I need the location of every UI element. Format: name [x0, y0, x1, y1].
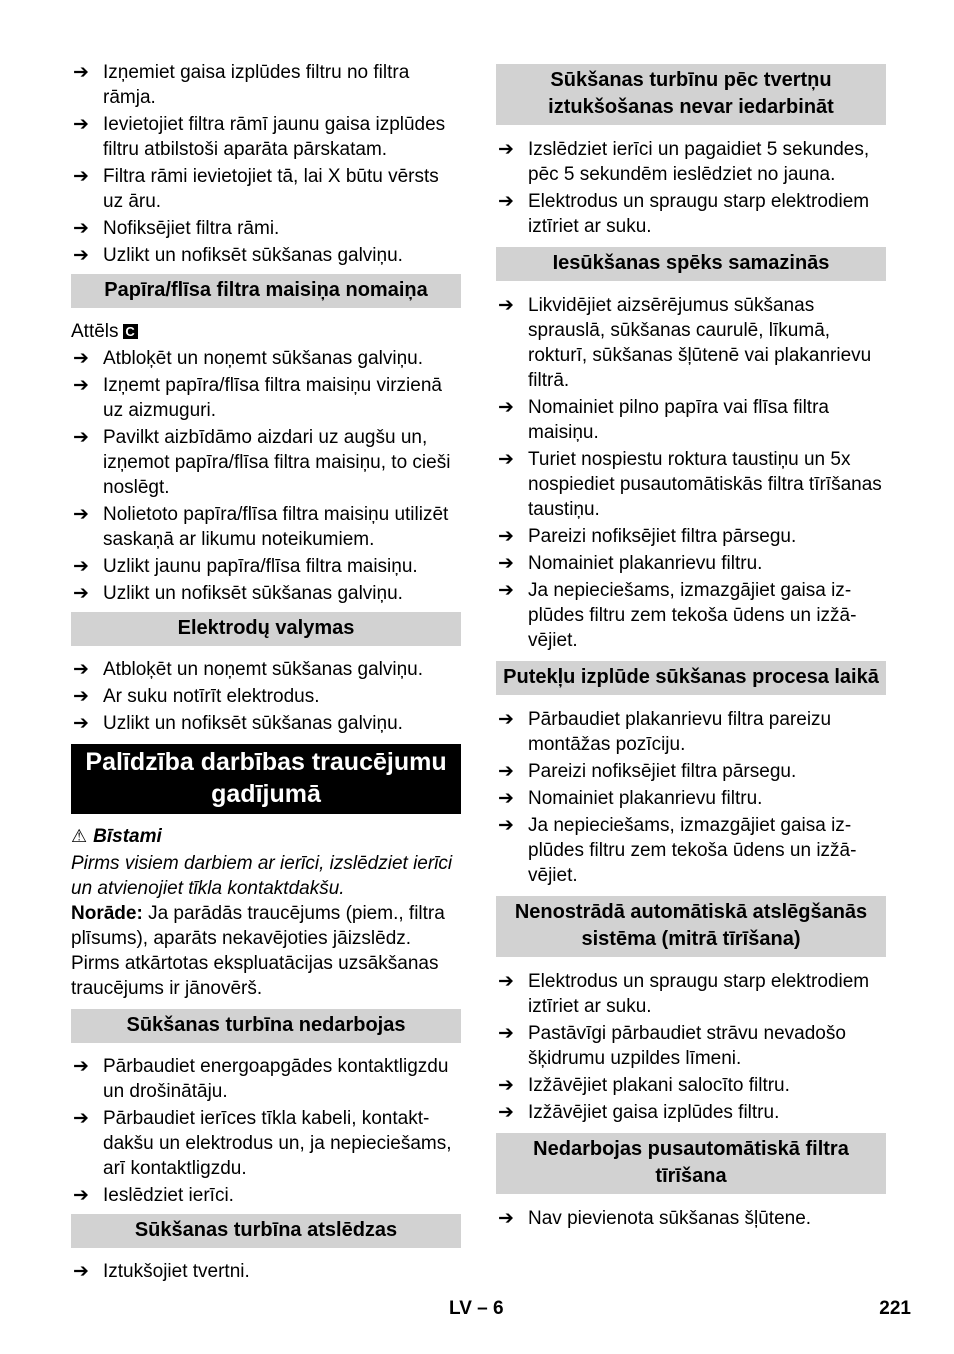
- arrow-right-icon: ➔: [498, 708, 514, 730]
- section-heading-turbine-after-empty: Sūkšanas turbīnu pēc tvertņu iztukšošanas nevar iedarbināt: [496, 64, 886, 125]
- footer-section-label: LV – 6: [449, 1298, 504, 1319]
- step-text: Pārbaudiet energoapgādes kontaktligzdu un drošinātāju.: [103, 1056, 449, 1102]
- step-text: Nolietoto papīra/flīsa filtra maisiņu utilizēt saskaņā ar likumu noteikumiem.: [103, 504, 449, 550]
- page-number: 221: [879, 1298, 911, 1319]
- step-text: Izslēdziet ierīci un pagaidiet 5 sekundes, pēc 5 sekundēm ieslēdziet no jauna.: [528, 139, 870, 185]
- arrow-right-icon: ➔: [73, 113, 89, 135]
- arrow-right-icon: ➔: [73, 1055, 89, 1077]
- step-item: [496, 1206, 886, 1231]
- step-item: [71, 1106, 461, 1181]
- arrow-right-icon: ➔: [73, 1184, 89, 1206]
- step-item: [496, 551, 886, 576]
- step-text: Pavilkt aizbīdāmo aizdari uz augšu un, izņemot papīra/flīsa filtra maisiņu, to cieši noslēgt.: [103, 427, 451, 498]
- arrow-right-icon: ➔: [498, 814, 514, 836]
- step-item: [71, 554, 461, 579]
- step-text: Elektrodus un spraugu starp elektrodiem iztīriet ar suku.: [528, 191, 870, 237]
- step-item: [71, 1183, 461, 1208]
- step-text: Pārbaudiet ierīces tīkla kabeli, kontaktdakšu un elektrodus un, ja nepieciešams, arī kontaktligzdu.: [103, 1108, 452, 1179]
- step-item: [71, 1259, 461, 1284]
- arrow-right-icon: ➔: [73, 374, 89, 396]
- arrow-right-icon: ➔: [498, 1074, 514, 1096]
- arrow-right-icon: ➔: [498, 525, 514, 547]
- step-text: Elektrodus un spraugu starp elektrodiem iztīriet ar suku.: [528, 971, 870, 1017]
- step-text: Atbloķēt un noņemt sūkšanas galviņu.: [103, 348, 424, 369]
- step-text: Ja nepieciešams, izmazgājiet gaisa izplūdes filtru zem tekoša ūdens un izžāvējiet.: [528, 815, 857, 886]
- step-text: Nofiksējiet filtra rāmi.: [103, 218, 280, 239]
- note-label: Norāde:: [71, 903, 143, 924]
- arrow-right-icon: ➔: [73, 244, 89, 266]
- step-text: Nomainiet pilno papīra vai flīsa filtra maisiņu.: [528, 397, 829, 443]
- arrow-right-icon: ➔: [498, 448, 514, 470]
- arrow-right-icon: ➔: [73, 61, 89, 83]
- arrow-right-icon: ➔: [73, 165, 89, 187]
- step-text: Turiet nospiestu roktura taustiņu un 5x nospiediet pusautomātiskās filtra tīrīšanas taustiņu.: [528, 449, 882, 520]
- step-item: [496, 395, 886, 445]
- step-item: [71, 373, 461, 423]
- left-column: [71, 60, 461, 1286]
- step-text: Nomainiet plakanrievu filtru.: [528, 788, 763, 809]
- step-text: Izņemt papīra/flīsa filtra maisiņu virzienā uz aizmuguri.: [103, 375, 442, 421]
- step-item: [496, 969, 886, 1019]
- figure-reference: [71, 319, 461, 344]
- step-item: [71, 112, 461, 162]
- step-item: [496, 1021, 886, 1071]
- arrow-right-icon: ➔: [73, 658, 89, 680]
- arrow-right-icon: ➔: [498, 138, 514, 160]
- arrow-right-icon: ➔: [73, 1107, 89, 1129]
- step-text: Uzlikt jaunu papīra/flīsa filtra maisiņu.: [103, 556, 418, 577]
- step-item: [496, 813, 886, 888]
- suction-reduced-step-list: [496, 293, 886, 653]
- note-paragraph: [71, 901, 461, 1001]
- arrow-right-icon: ➔: [73, 217, 89, 239]
- step-item: [71, 502, 461, 552]
- step-text: Nav pievienota sūkšanas šļūtene.: [528, 1208, 812, 1229]
- step-item: [71, 657, 461, 682]
- danger-text: Pirms visiem darbiem ar ierīci, izslēdziet ierīci un atvienojiet tīkla kontaktdakšu.: [71, 853, 453, 899]
- arrow-right-icon: ➔: [73, 582, 89, 604]
- arrow-right-icon: ➔: [498, 552, 514, 574]
- arrow-right-icon: ➔: [73, 685, 89, 707]
- step-item: [71, 243, 461, 268]
- arrow-right-icon: ➔: [498, 787, 514, 809]
- step-text: Uzlikt un nofiksēt sūkšanas galviņu.: [103, 713, 403, 734]
- auto-shutoff-step-list: [496, 969, 886, 1125]
- step-item: [496, 293, 886, 393]
- step-item: [496, 137, 886, 187]
- step-item: [71, 581, 461, 606]
- step-text: Atbloķēt un noņemt sūkšanas galviņu.: [103, 659, 424, 680]
- arrow-right-icon: ➔: [498, 1022, 514, 1044]
- step-item: [496, 524, 886, 549]
- step-item: [496, 189, 886, 239]
- section-heading-semi-auto-cleaning: Nedarbojas pusautomātiskā filtra tīrīšana: [496, 1133, 886, 1194]
- arrow-right-icon: ➔: [498, 579, 514, 601]
- step-text: Uzlikt un nofiksēt sūkšanas galviņu.: [103, 583, 403, 604]
- step-item: [496, 1100, 886, 1125]
- arrow-right-icon: ➔: [498, 1101, 514, 1123]
- step-text: Ar suku notīrīt elektrodus.: [103, 686, 320, 707]
- step-text: Pārbaudiet plakanrievu filtra pareizu montāžas pozīciju.: [528, 709, 832, 755]
- step-text: Ieslēdziet ierīci.: [103, 1185, 234, 1206]
- step-item: [71, 711, 461, 736]
- step-text: Ja nepieciešams, izmazgājiet gaisa izplūdes filtru zem tekoša ūdens un izžāvējiet.: [528, 580, 857, 651]
- step-item: [496, 578, 886, 653]
- section-heading-turbine-not-working: Sūkšanas turbīna nedarbojas: [71, 1009, 461, 1043]
- section-heading-electrodes: Elektrodų valymas: [71, 612, 461, 646]
- chapter-title-help: Palīdzība darbības traucējumu gadījumā: [71, 744, 461, 814]
- arrow-right-icon: ➔: [73, 347, 89, 369]
- figure-label: Attēls: [71, 321, 119, 342]
- warning-triangle-icon: ⚠: [71, 826, 88, 847]
- semi-auto-cleaning-step-list: [496, 1206, 886, 1231]
- danger-notice: [71, 824, 461, 849]
- step-text: Uzlikt un nofiksēt sūkšanas galviņu.: [103, 245, 403, 266]
- section-heading-paper-bag: Papīra/flīsa filtra maisiņa nomaiņa: [71, 274, 461, 308]
- arrow-right-icon: ➔: [498, 1207, 514, 1229]
- step-item: [496, 447, 886, 522]
- step-item: [71, 1054, 461, 1104]
- intro-step-list: [71, 60, 461, 268]
- arrow-right-icon: ➔: [73, 426, 89, 448]
- arrow-right-icon: ➔: [73, 555, 89, 577]
- step-item: [71, 164, 461, 214]
- step-item: [71, 346, 461, 371]
- arrow-right-icon: ➔: [498, 970, 514, 992]
- step-item: [71, 60, 461, 110]
- step-item: [496, 759, 886, 784]
- step-item: [71, 216, 461, 241]
- step-text: Pastāvīgi pārbaudiet strāvu nevadošo šķidrumu uzpildes līmeni.: [528, 1023, 846, 1069]
- arrow-right-icon: ➔: [498, 294, 514, 316]
- danger-label: Bīstami: [93, 826, 162, 847]
- arrow-right-icon: ➔: [498, 396, 514, 418]
- arrow-right-icon: ➔: [498, 760, 514, 782]
- section-heading-suction-reduced: Iesūkšanas spēks samazinās: [496, 247, 886, 281]
- step-item: [496, 1073, 886, 1098]
- step-item: [496, 707, 886, 757]
- step-text: Ievietojiet filtra rāmī jaunu gaisa izplūdes filtru atbilstoši aparāta pārskatam.: [103, 114, 446, 160]
- dust-leak-step-list: [496, 707, 886, 888]
- step-text: Izņemiet gaisa izplūdes filtru no filtra rāmja.: [103, 62, 410, 108]
- section-heading-turbine-switches-off: Sūkšanas turbīna atslēdzas: [71, 1214, 461, 1248]
- section-heading-dust-leak: Putekļu izplūde sūkšanas procesa laikā: [496, 661, 886, 695]
- step-text: Likvidējiet aizsērējumus sūkšanas sprauslā, sūkšanas caurulē, līkumā, rokturī, sūkšanas šļūtenē vai plakanrievu filtrā.: [528, 295, 872, 391]
- step-text: Pareizi nofiksējiet filtra pārsegu.: [528, 761, 797, 782]
- figure-letter-badge: C: [123, 324, 138, 339]
- step-text: Pareizi nofiksējiet filtra pārsegu.: [528, 526, 797, 547]
- arrow-right-icon: ➔: [73, 1260, 89, 1282]
- step-text: Izžāvējiet plakani salocīto filtru.: [528, 1075, 790, 1096]
- note-text: Ja parādās traucējums (piem., filtra plīsums), aparāts nekavējoties jāizslēdz. Pirms atkārtotas ekspluatācijas uzsākšanas traucējums ir jānovērš.: [71, 903, 445, 999]
- turbine-after-empty-step-list: [496, 137, 886, 239]
- arrow-right-icon: ➔: [73, 712, 89, 734]
- turbine-not-working-step-list: [71, 1054, 461, 1208]
- arrow-right-icon: ➔: [73, 503, 89, 525]
- step-text: Filtra rāmi ievietojiet tā, lai X būtu vērsts uz āru.: [103, 166, 439, 212]
- arrow-right-icon: ➔: [498, 190, 514, 212]
- right-column: [496, 60, 886, 1233]
- step-item: [71, 684, 461, 709]
- step-item: [71, 425, 461, 500]
- step-item: [496, 786, 886, 811]
- electrodes-step-list: [71, 657, 461, 736]
- paper-bag-step-list: [71, 346, 461, 606]
- turbine-switches-off-step-list: [71, 1259, 461, 1284]
- step-text: Iztukšojiet tvertni.: [103, 1261, 250, 1282]
- section-heading-auto-shutoff: Nenostrādā automātiskā atslēgšanās sistēma (mitrā tīrīšana): [496, 896, 886, 957]
- step-text: Izžāvējiet gaisa izplūdes filtru.: [528, 1102, 780, 1123]
- step-text: Nomainiet plakanrievu filtru.: [528, 553, 763, 574]
